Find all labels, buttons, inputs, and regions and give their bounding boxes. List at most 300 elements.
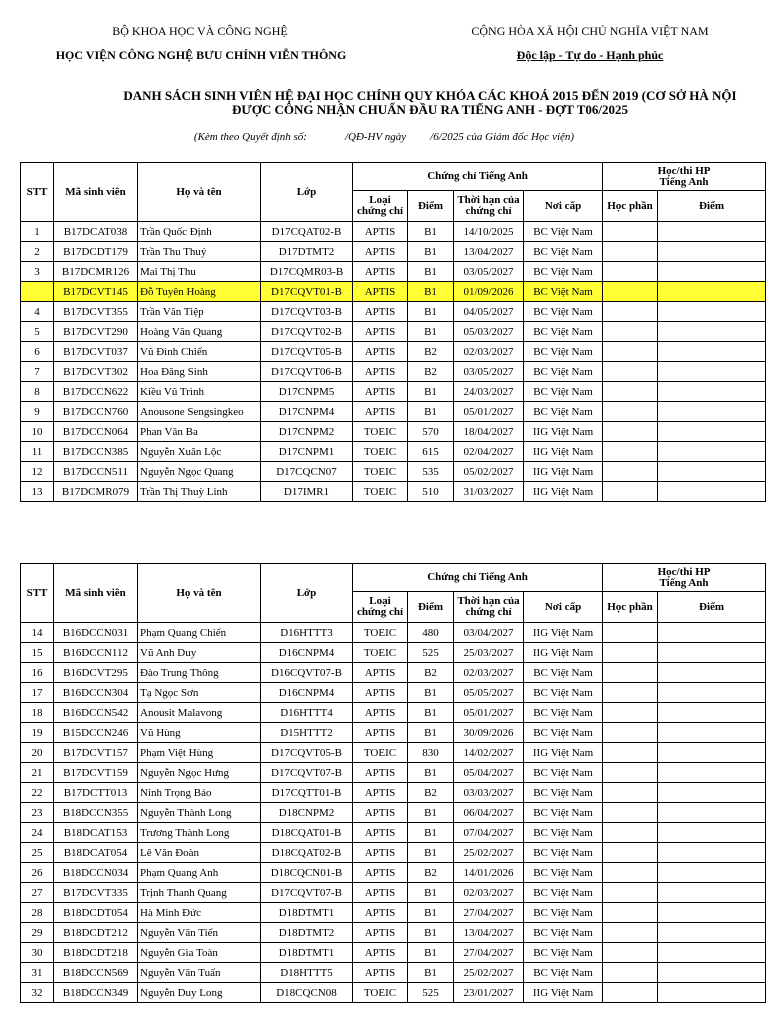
table-row (21, 723, 766, 743)
cell-course-score (658, 322, 766, 342)
cell-full-name: Nguyễn Văn Tiến (138, 923, 261, 943)
cell-issuer: BC Việt Nam (524, 342, 603, 362)
cell-class: D18CQCN08 (261, 983, 353, 1003)
cell-score: B1 (408, 823, 454, 843)
cell-issuer: BC Việt Nam (524, 663, 603, 683)
cell-course-score (658, 623, 766, 643)
cell-score: B1 (408, 763, 454, 783)
decision-part-3: /6/2025 của Giám đốc Học viện) (430, 131, 575, 143)
cell-student-id: B18DCCN355 (54, 803, 138, 823)
cell-cert-type: TOEIC (353, 482, 408, 502)
cell-stt: 12 (21, 462, 54, 482)
cell-cert-type: APTIS (353, 282, 408, 302)
cell-stt: 18 (21, 703, 54, 723)
col-issuer: Nơi cấp (524, 592, 603, 623)
cell-issuer: BC Việt Nam (524, 803, 603, 823)
cell-full-name: Trần Thu Thuỷ (138, 242, 261, 262)
cell-course-score (658, 222, 766, 242)
cell-student-id: B18DCCN349 (54, 983, 138, 1003)
cell-score: B1 (408, 903, 454, 923)
expiry-line-2: chứng chỉ (465, 205, 512, 217)
cell-course-score (658, 462, 766, 482)
cell-stt: 27 (21, 883, 54, 903)
cell-stt: 26 (21, 863, 54, 883)
col-class: Lớp (261, 163, 353, 222)
cell-full-name: Trương Thành Long (138, 823, 261, 843)
cell-score: B1 (408, 302, 454, 322)
decision-part-1: (Kèm theo Quyết định số: (193, 131, 307, 143)
cell-course-score (658, 683, 766, 703)
cell-cert-type: APTIS (353, 342, 408, 362)
col-certificate-group: Chứng chỉ Tiếng Anh (353, 564, 603, 592)
cell-course (603, 963, 658, 983)
table-row (21, 362, 766, 382)
cell-score: B1 (408, 382, 454, 402)
cell-course (603, 222, 658, 242)
cell-expiry: 02/03/2027 (454, 663, 524, 683)
cell-course-score (658, 382, 766, 402)
cell-student-id: B18DCAT054 (54, 843, 138, 863)
cell-course (603, 362, 658, 382)
expiry-line-2: chứng chỉ (465, 606, 512, 618)
cell-course-score (658, 663, 766, 683)
cell-stt: 23 (21, 803, 54, 823)
cell-student-id: B16DCCN304 (54, 683, 138, 703)
course-group-line-2: Tiếng Anh (659, 175, 709, 188)
cell-full-name: Kiều Vũ Trình (138, 382, 261, 402)
cell-full-name: Đào Trung Thông (138, 663, 261, 683)
cell-issuer: IIG Việt Nam (524, 743, 603, 763)
cell-score: B2 (408, 362, 454, 382)
cell-student-id: B17DCVT290 (54, 322, 138, 342)
header-row-1 (21, 163, 766, 191)
cell-full-name: Nguyễn Gia Toàn (138, 943, 261, 963)
cell-cert-type: APTIS (353, 362, 408, 382)
cell-cert-type: APTIS (353, 222, 408, 242)
cell-class: D17CQVT02-B (261, 322, 353, 342)
cert-type-line-1: Loại (369, 595, 391, 607)
cell-issuer: IIG Việt Nam (524, 983, 603, 1003)
cell-issuer: BC Việt Nam (524, 703, 603, 723)
cell-stt: 21 (21, 763, 54, 783)
cell-student-id: B17DCVT335 (54, 883, 138, 903)
table-row (21, 763, 766, 783)
cell-cert-type: TOEIC (353, 643, 408, 663)
cell-course (603, 763, 658, 783)
cell-class: D17CQMR03-B (261, 262, 353, 282)
cell-stt: 13 (21, 482, 54, 502)
cell-student-id: B17DCCN760 (54, 402, 138, 422)
cell-stt: 29 (21, 923, 54, 943)
cert-type-line-2: chứng chỉ (356, 205, 404, 217)
cell-expiry: 05/01/2027 (454, 402, 524, 422)
cell-course-score (658, 743, 766, 763)
cell-course (603, 743, 658, 763)
cell-cert-type: APTIS (353, 402, 408, 422)
cell-expiry: 02/04/2027 (454, 442, 524, 462)
cell-issuer: BC Việt Nam (524, 262, 603, 282)
col-score: Điểm (408, 191, 454, 222)
cell-course-score (658, 803, 766, 823)
cell-stt: 32 (21, 983, 54, 1003)
cell-class: D17CQVT05-B (261, 342, 353, 362)
cell-stt: 11 (21, 442, 54, 462)
cell-class: D17IMR1 (261, 482, 353, 502)
decision-part-2: /QĐ-HV ngày (344, 131, 407, 143)
cell-cert-type: APTIS (353, 703, 408, 723)
cell-score: 480 (408, 623, 454, 643)
cell-cert-type: APTIS (353, 863, 408, 883)
cell-stt: 16 (21, 663, 54, 683)
cell-stt: 24 (21, 823, 54, 843)
cell-issuer: BC Việt Nam (524, 282, 603, 302)
student-table-2 (20, 563, 766, 1003)
cell-expiry: 30/09/2026 (454, 723, 524, 743)
cell-student-id: B16DCVT295 (54, 663, 138, 683)
cell-class: D16HTTT3 (261, 623, 353, 643)
cell-expiry: 23/01/2027 (454, 983, 524, 1003)
cell-cert-type: TOEIC (353, 422, 408, 442)
cell-full-name: Nguyễn Văn Tuấn (138, 963, 261, 983)
col-stt: STT (21, 564, 54, 623)
republic-name: CỘNG HÒA XÃ HỘI CHỦ NGHĨA VIỆT NAM (471, 24, 709, 38)
cell-score: B1 (408, 222, 454, 242)
cell-course-score (658, 362, 766, 382)
cell-course-score (658, 242, 766, 262)
cell-score: B2 (408, 663, 454, 683)
cell-score: 570 (408, 422, 454, 442)
cell-stt: 14 (21, 623, 54, 643)
cell-class: D17CQVT07-B (261, 763, 353, 783)
cell-expiry: 02/03/2027 (454, 342, 524, 362)
cell-full-name: Nguyễn Thành Long (138, 803, 261, 823)
table-row (21, 903, 766, 923)
cell-course-score (658, 723, 766, 743)
cell-full-name: Phạm Việt Hùng (138, 743, 261, 763)
cell-score: B1 (408, 703, 454, 723)
cell-score: B1 (408, 282, 454, 302)
cell-issuer: BC Việt Nam (524, 783, 603, 803)
cell-course-score (658, 342, 766, 362)
cell-cert-type: APTIS (353, 883, 408, 903)
cell-course-score (658, 783, 766, 803)
cell-class: D17CQVT05-B (261, 743, 353, 763)
cell-score: B1 (408, 402, 454, 422)
table-row (21, 623, 766, 643)
cell-issuer: BC Việt Nam (524, 903, 603, 923)
col-cert-type (353, 191, 408, 222)
cell-issuer: BC Việt Nam (524, 382, 603, 402)
cell-issuer: BC Việt Nam (524, 362, 603, 382)
cell-expiry: 24/03/2027 (454, 382, 524, 402)
cell-cert-type: TOEIC (353, 462, 408, 482)
table-row (21, 462, 766, 482)
cell-student-id: B17DCMR126 (54, 262, 138, 282)
cell-expiry: 05/04/2027 (454, 763, 524, 783)
ministry-name: BỘ KHOA HỌC VÀ CÔNG NGHỆ (112, 24, 288, 38)
cell-student-id: B17DCVT159 (54, 763, 138, 783)
cell-full-name: Nguyễn Xuân Lộc (138, 442, 261, 462)
cell-score: 510 (408, 482, 454, 502)
cell-issuer: IIG Việt Nam (524, 422, 603, 442)
cell-score: B1 (408, 723, 454, 743)
cell-class: D17DTMT2 (261, 242, 353, 262)
cell-course (603, 462, 658, 482)
cell-stt: 22 (21, 783, 54, 803)
cell-issuer: IIG Việt Nam (524, 643, 603, 663)
cell-course (603, 482, 658, 502)
cell-stt: 19 (21, 723, 54, 743)
table-row (21, 282, 766, 302)
cell-issuer: IIG Việt Nam (524, 623, 603, 643)
cell-student-id: B18DCAT153 (54, 823, 138, 843)
cell-issuer: IIG Việt Nam (524, 482, 603, 502)
cell-expiry: 25/03/2027 (454, 643, 524, 663)
cell-expiry: 14/01/2026 (454, 863, 524, 883)
cell-score: B1 (408, 803, 454, 823)
cell-class: D17CNPM4 (261, 402, 353, 422)
cell-score: B2 (408, 783, 454, 803)
cell-expiry: 06/04/2027 (454, 803, 524, 823)
cell-student-id: B17DCCN064 (54, 422, 138, 442)
cell-course (603, 723, 658, 743)
cell-expiry: 04/05/2027 (454, 302, 524, 322)
cell-student-id: B17DCAT038 (54, 222, 138, 242)
cell-course (603, 703, 658, 723)
cell-course-score (658, 843, 766, 863)
cell-stt: 31 (21, 963, 54, 983)
cell-course-score (658, 302, 766, 322)
cell-stt: 8 (21, 382, 54, 402)
cell-course-score (658, 402, 766, 422)
cell-issuer: BC Việt Nam (524, 322, 603, 342)
cell-issuer: BC Việt Nam (524, 863, 603, 883)
cell-course-score (658, 883, 766, 903)
cell-score: B1 (408, 683, 454, 703)
cell-cert-type: APTIS (353, 783, 408, 803)
cell-course-score (658, 903, 766, 923)
table-row (21, 382, 766, 402)
cell-student-id: B17DCVT037 (54, 342, 138, 362)
cell-student-id: B17DCTT013 (54, 783, 138, 803)
table-row (21, 863, 766, 883)
col-course: Học phần (603, 191, 658, 222)
cell-full-name: Hà Minh Đức (138, 903, 261, 923)
cell-stt: 15 (21, 643, 54, 663)
cell-cert-type: APTIS (353, 903, 408, 923)
cell-course-score (658, 983, 766, 1003)
cell-course-score (658, 863, 766, 883)
cell-expiry: 05/05/2027 (454, 683, 524, 703)
cell-course (603, 623, 658, 643)
table-row (21, 402, 766, 422)
cell-cert-type: TOEIC (353, 983, 408, 1003)
cell-cert-type: APTIS (353, 923, 408, 943)
cell-course (603, 382, 658, 402)
cell-score: B1 (408, 883, 454, 903)
cell-cert-type: APTIS (353, 262, 408, 282)
col-full-name: Họ và tên (138, 163, 261, 222)
cell-expiry: 13/04/2027 (454, 242, 524, 262)
header-row-1 (21, 564, 766, 592)
cell-stt: 7 (21, 362, 54, 382)
cell-full-name: Anousit Malavong (138, 703, 261, 723)
cell-score: 535 (408, 462, 454, 482)
cell-score: B1 (408, 843, 454, 863)
cell-student-id: B16DCCN112 (54, 643, 138, 663)
col-student-id: Mã sinh viên (54, 564, 138, 623)
cell-course (603, 342, 658, 362)
cell-class: D16CQVT07-B (261, 663, 353, 683)
cell-score: 830 (408, 743, 454, 763)
col-class: Lớp (261, 564, 353, 623)
cell-course (603, 883, 658, 903)
course-group-line-1: Học/thi HP (657, 565, 711, 578)
cell-class: D18CNPM2 (261, 803, 353, 823)
course-group-line-2: Tiếng Anh (659, 576, 709, 589)
cell-course (603, 302, 658, 322)
table-row (21, 703, 766, 723)
table-1-body (21, 222, 766, 502)
cell-class: D17CQVT06-B (261, 362, 353, 382)
cell-expiry: 01/09/2026 (454, 282, 524, 302)
cell-expiry: 25/02/2027 (454, 963, 524, 983)
cell-class: D15HTTT2 (261, 723, 353, 743)
title-line-1: DANH SÁCH SINH VIÊN HỆ ĐẠI HỌC CHÍNH QUY KHÓA CÁC KHOÁ 2015 ĐẾN 2019 (CƠ SỞ HÀ NỘI (123, 88, 737, 103)
table-row (21, 302, 766, 322)
cell-full-name: Trần Quốc Định (138, 222, 261, 242)
cell-score: B1 (408, 923, 454, 943)
table-row (21, 342, 766, 362)
cell-full-name: Nguyễn Ngọc Quang (138, 462, 261, 482)
table-row (21, 643, 766, 663)
col-course-group (603, 163, 766, 191)
col-expiry (454, 191, 524, 222)
cell-expiry: 13/04/2027 (454, 923, 524, 943)
table-row (21, 262, 766, 282)
table-row (21, 983, 766, 1003)
cell-class: D17CQVT07-B (261, 883, 353, 903)
cell-cert-type: APTIS (353, 803, 408, 823)
cell-issuer: BC Việt Nam (524, 843, 603, 863)
cell-course (603, 923, 658, 943)
cell-stt: 4 (21, 302, 54, 322)
cell-student-id: B17DCCN622 (54, 382, 138, 402)
table-row (21, 923, 766, 943)
cell-full-name: Phạm Quang Anh (138, 863, 261, 883)
table-row (21, 442, 766, 462)
cell-expiry: 05/01/2027 (454, 703, 524, 723)
cell-expiry: 31/03/2027 (454, 482, 524, 502)
cell-cert-type: APTIS (353, 382, 408, 402)
cell-course-score (658, 943, 766, 963)
cell-course-score (658, 703, 766, 723)
table-row (21, 803, 766, 823)
cell-issuer: BC Việt Nam (524, 683, 603, 703)
cell-full-name: Phạm Quang Chiến (138, 623, 261, 643)
cell-stt: 28 (21, 903, 54, 923)
cell-course (603, 783, 658, 803)
cert-type-line-1: Loại (369, 194, 391, 206)
cell-course-score (658, 643, 766, 663)
cell-student-id: B17DCVT355 (54, 302, 138, 322)
cell-student-id: B18DCCN034 (54, 863, 138, 883)
cell-issuer: BC Việt Nam (524, 823, 603, 843)
cell-course (603, 843, 658, 863)
title-line-2: ĐƯỢC CÔNG NHẬN CHUẨN ĐẦU RA TIẾNG ANH - ĐỢT T06/2025 (231, 102, 629, 117)
table-row (21, 783, 766, 803)
cell-class: D17CNPM2 (261, 422, 353, 442)
cell-issuer: BC Việt Nam (524, 883, 603, 903)
col-expiry (454, 592, 524, 623)
cell-course-score (658, 442, 766, 462)
col-full-name: Họ và tên (138, 564, 261, 623)
cell-student-id: B18DCDT218 (54, 943, 138, 963)
cell-course-score (658, 763, 766, 783)
cell-issuer: BC Việt Nam (524, 402, 603, 422)
table-row (21, 242, 766, 262)
cell-student-id: B16DCCN031 (54, 623, 138, 643)
cell-student-id: B15DCCN246 (54, 723, 138, 743)
cell-course-score (658, 422, 766, 442)
cell-course (603, 803, 658, 823)
cell-class: D17CQTT01-B (261, 783, 353, 803)
cell-class: D16CNPM4 (261, 683, 353, 703)
table-row (21, 683, 766, 703)
cell-course-score (658, 923, 766, 943)
cell-course (603, 262, 658, 282)
cell-stt (21, 282, 54, 302)
cell-expiry: 05/02/2027 (454, 462, 524, 482)
col-certificate-group: Chứng chỉ Tiếng Anh (353, 163, 603, 191)
cell-student-id: B17DCVT302 (54, 362, 138, 382)
table-row (21, 823, 766, 843)
cell-class: D18DTMT1 (261, 903, 353, 923)
table-row (21, 482, 766, 502)
cell-cert-type: APTIS (353, 823, 408, 843)
cell-cert-type: TOEIC (353, 743, 408, 763)
cell-full-name: Đỗ Tuyên Hoàng (138, 282, 261, 302)
course-group-line-1: Học/thi HP (657, 164, 711, 177)
cell-class: D16CNPM4 (261, 643, 353, 663)
cell-cert-type: APTIS (353, 763, 408, 783)
cell-score: B1 (408, 322, 454, 342)
cell-full-name: Vũ Anh Duy (138, 643, 261, 663)
cell-course (603, 442, 658, 462)
table-row (21, 663, 766, 683)
national-motto: Độc lập - Tự do - Hạnh phúc (516, 48, 664, 62)
cell-score: B1 (408, 262, 454, 282)
cell-student-id: B17DCCN511 (54, 462, 138, 482)
cell-full-name: Nguyễn Duy Long (138, 983, 261, 1003)
cell-cert-type: APTIS (353, 843, 408, 863)
cell-expiry: 07/04/2027 (454, 823, 524, 843)
col-score: Điểm (408, 592, 454, 623)
cell-class: D18CQCN01-B (261, 863, 353, 883)
table-row (21, 963, 766, 983)
cell-issuer: IIG Việt Nam (524, 442, 603, 462)
cell-issuer: BC Việt Nam (524, 963, 603, 983)
cell-student-id: B17DCDT179 (54, 242, 138, 262)
cell-course-score (658, 262, 766, 282)
col-course-score: Điểm (658, 191, 766, 222)
cell-issuer: BC Việt Nam (524, 943, 603, 963)
cell-class: D18CQAT01-B (261, 823, 353, 843)
table-row (21, 943, 766, 963)
cell-cert-type: APTIS (353, 723, 408, 743)
cell-score: B2 (408, 342, 454, 362)
cell-cert-type: APTIS (353, 302, 408, 322)
